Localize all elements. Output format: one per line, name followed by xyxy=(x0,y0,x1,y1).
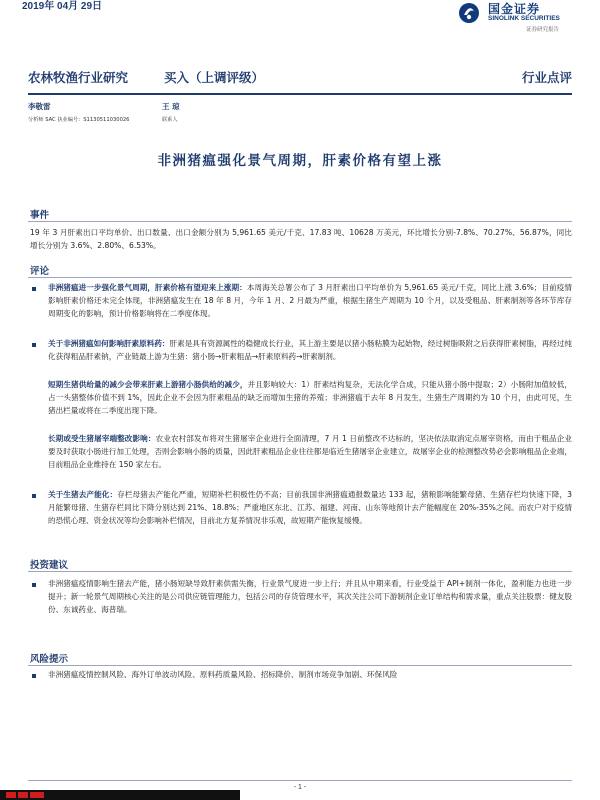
report-title: 非洲猪瘟强化景气周期，肝素价格有望上涨 xyxy=(157,153,443,169)
paragraph-lead: 短期生猪供给量的减少会带来肝素上游猪小肠供给的减少， xyxy=(48,380,248,389)
section-heading-invest: 投资建议 xyxy=(30,560,69,571)
paragraph-body: 本周海关总署公布了 3 月肝素出口平均单价为 5,961.65 美元/千克，同比上涨 3.6%；目前疫情影响肝素价格还未完全体现，非洲猪瘟发生在 18 年 8 月，今年 1 月、2 月最为严重，根据生猪生产周期为 10 个月，以及受粗品、肝素制剂等各环节库存周期变化的影响，预计价格影响将在二季度体现。 xyxy=(48,283,572,318)
paragraph-lead: 关于非洲猪瘟如何影响肝素原料药： xyxy=(48,339,170,348)
company-logo xyxy=(458,0,598,38)
contact-role: 联系人 xyxy=(162,117,178,123)
event-paragraph: 19 年 3 月肝素出口平均单价、出口数量、出口金额分别为 5,961.65 美元/千克、17.83 吨、10628 万美元，环比增长分别-7.8%、70.27%、56.87%，同比增长分别为 3.6%、2.80%、6.53%。 xyxy=(30,228,572,250)
report-date: 2019年 04月 29日 xyxy=(22,1,103,12)
comment-paragraph-1 xyxy=(48,281,572,320)
risk-paragraph: 非洲猪瘟疫情控制风险、海外订单波动风险、原料药质量风险、招标降价、制剂市场竞争加剧、环保风险 xyxy=(48,670,398,679)
author-block xyxy=(28,101,129,123)
section-divider xyxy=(28,571,572,572)
report-type-label: 行业点评 xyxy=(521,70,572,85)
contact-name: 王 琼 xyxy=(162,102,180,111)
footer-divider xyxy=(28,780,572,781)
bullet-icon xyxy=(32,674,36,678)
footer-watermark-icon xyxy=(0,790,240,800)
section-divider xyxy=(28,221,572,222)
logo-subtitle: 证券研究报告 xyxy=(526,27,560,33)
paragraph-body: 存栏母猪去产能化严重，短期补栏积极性仍不高；目前我国非洲猪瘟通报数量达 133 起，猪粮影响能繁母猪、生猪存栏均快速下降，3 月能繁母猪、生猪存栏同比下降分别达到 21%、18.8%；严重地区东北、江苏、福建、河南、山东等地预计去产能幅度在 20%-35%之间。而农户对于疫情的恐慌心理、资金状况等均会影响补栏情况，目前北方复养情况非乐观，故短期产能恢复缓慢。 xyxy=(48,490,572,525)
report-header xyxy=(28,68,572,88)
comment-paragraph-5 xyxy=(48,488,572,527)
page-number: - 1 - xyxy=(293,784,307,791)
bullet-icon xyxy=(32,494,36,498)
paragraph-lead: 长期或受生猪屠宰端整改影响： xyxy=(48,434,156,443)
logo-chinese-name: 国金证券 xyxy=(488,2,541,16)
header-divider xyxy=(28,93,572,95)
section-heading-comment: 评论 xyxy=(30,266,50,277)
section-heading-risk: 风险提示 xyxy=(30,654,69,665)
section-divider xyxy=(28,277,572,278)
paragraph-body: 肝素是具有资源属性的稳健成长行业，其上游主要是以猪小肠粘膜为起始物，经过树脂吸附之后获得肝素树脂，再经过纯化获得粗品肝素钠，产业链最上游为生猪：猪小肠→肝素粗品→肝素原料药→肝素制剂。 xyxy=(48,339,573,361)
contact-block xyxy=(162,101,180,123)
rating-label: 买入（上调评级） xyxy=(164,70,265,85)
paragraph-body: 农业农村部发布将对生猪屠宰企业进行全面清理，7 月 1 日前整改不达标的，坚决依法取消定点屠宰资格，而由于粗品企业要及时获取小肠进行加工处理，否则会影响小肠的质量，因此肝素粗品企业往往都是临近生猪屠宰企业建立，故屠宰企业的检测整改势必会影响粗品企业端，目前粗品企业维持在 150 家左右。 xyxy=(48,434,572,469)
section-heading-event: 事件 xyxy=(30,210,50,221)
comment-paragraph-3 xyxy=(48,378,572,417)
author-credential: 分析师 SAC 执业编号：S1130511030026 xyxy=(28,117,130,123)
bullet-icon xyxy=(32,287,36,291)
bullet-icon xyxy=(32,343,36,347)
comment-paragraph-2 xyxy=(48,337,572,363)
section-divider xyxy=(28,665,572,666)
paragraph-body: 并且影响较大：1）肝素结构复杂，无法化学合成，只能从猪小肠中提取；2）小肠附加值较低，占一头猪整体价值不到 1%，因此企业不会因为肝素粗品的缺乏而增加生猪的养殖；非洲猪瘟于去年 8 月发生，生猪生产周期约为 10 个月，由此可见，生猪出栏量或将在二季度出现下降。 xyxy=(48,380,572,415)
industry-label: 农林牧渔行业研究 xyxy=(28,70,129,85)
invest-paragraph: 非洲猪瘟疫情影响生猪去产能，猪小肠短缺导致肝素供需失衡，行业景气度进一步上行；并且从中期来看，行业受益于 API+制剂一体化，盈利能力也进一步提升；新一轮景气周期核心关注的是公司供应链管理能力，包括公司的存货管理水平，其次关注公司下游制剂企业订单结构和需求量，重点关注股票：健友股份、东诚药业、海普瑞。 xyxy=(48,579,572,614)
author-name: 李敬雷 xyxy=(28,102,51,111)
sinolink-logo-icon xyxy=(458,2,480,24)
comment-paragraph-4 xyxy=(48,432,572,471)
logo-english-name: SINOLINK SECURITIES xyxy=(488,15,560,22)
paragraph-lead: 关于生猪去产能化： xyxy=(48,490,118,499)
bullet-icon xyxy=(32,583,36,587)
paragraph-lead: 非洲猪瘟进一步强化景气周期，肝素价格有望迎来上涨期： xyxy=(48,283,247,292)
